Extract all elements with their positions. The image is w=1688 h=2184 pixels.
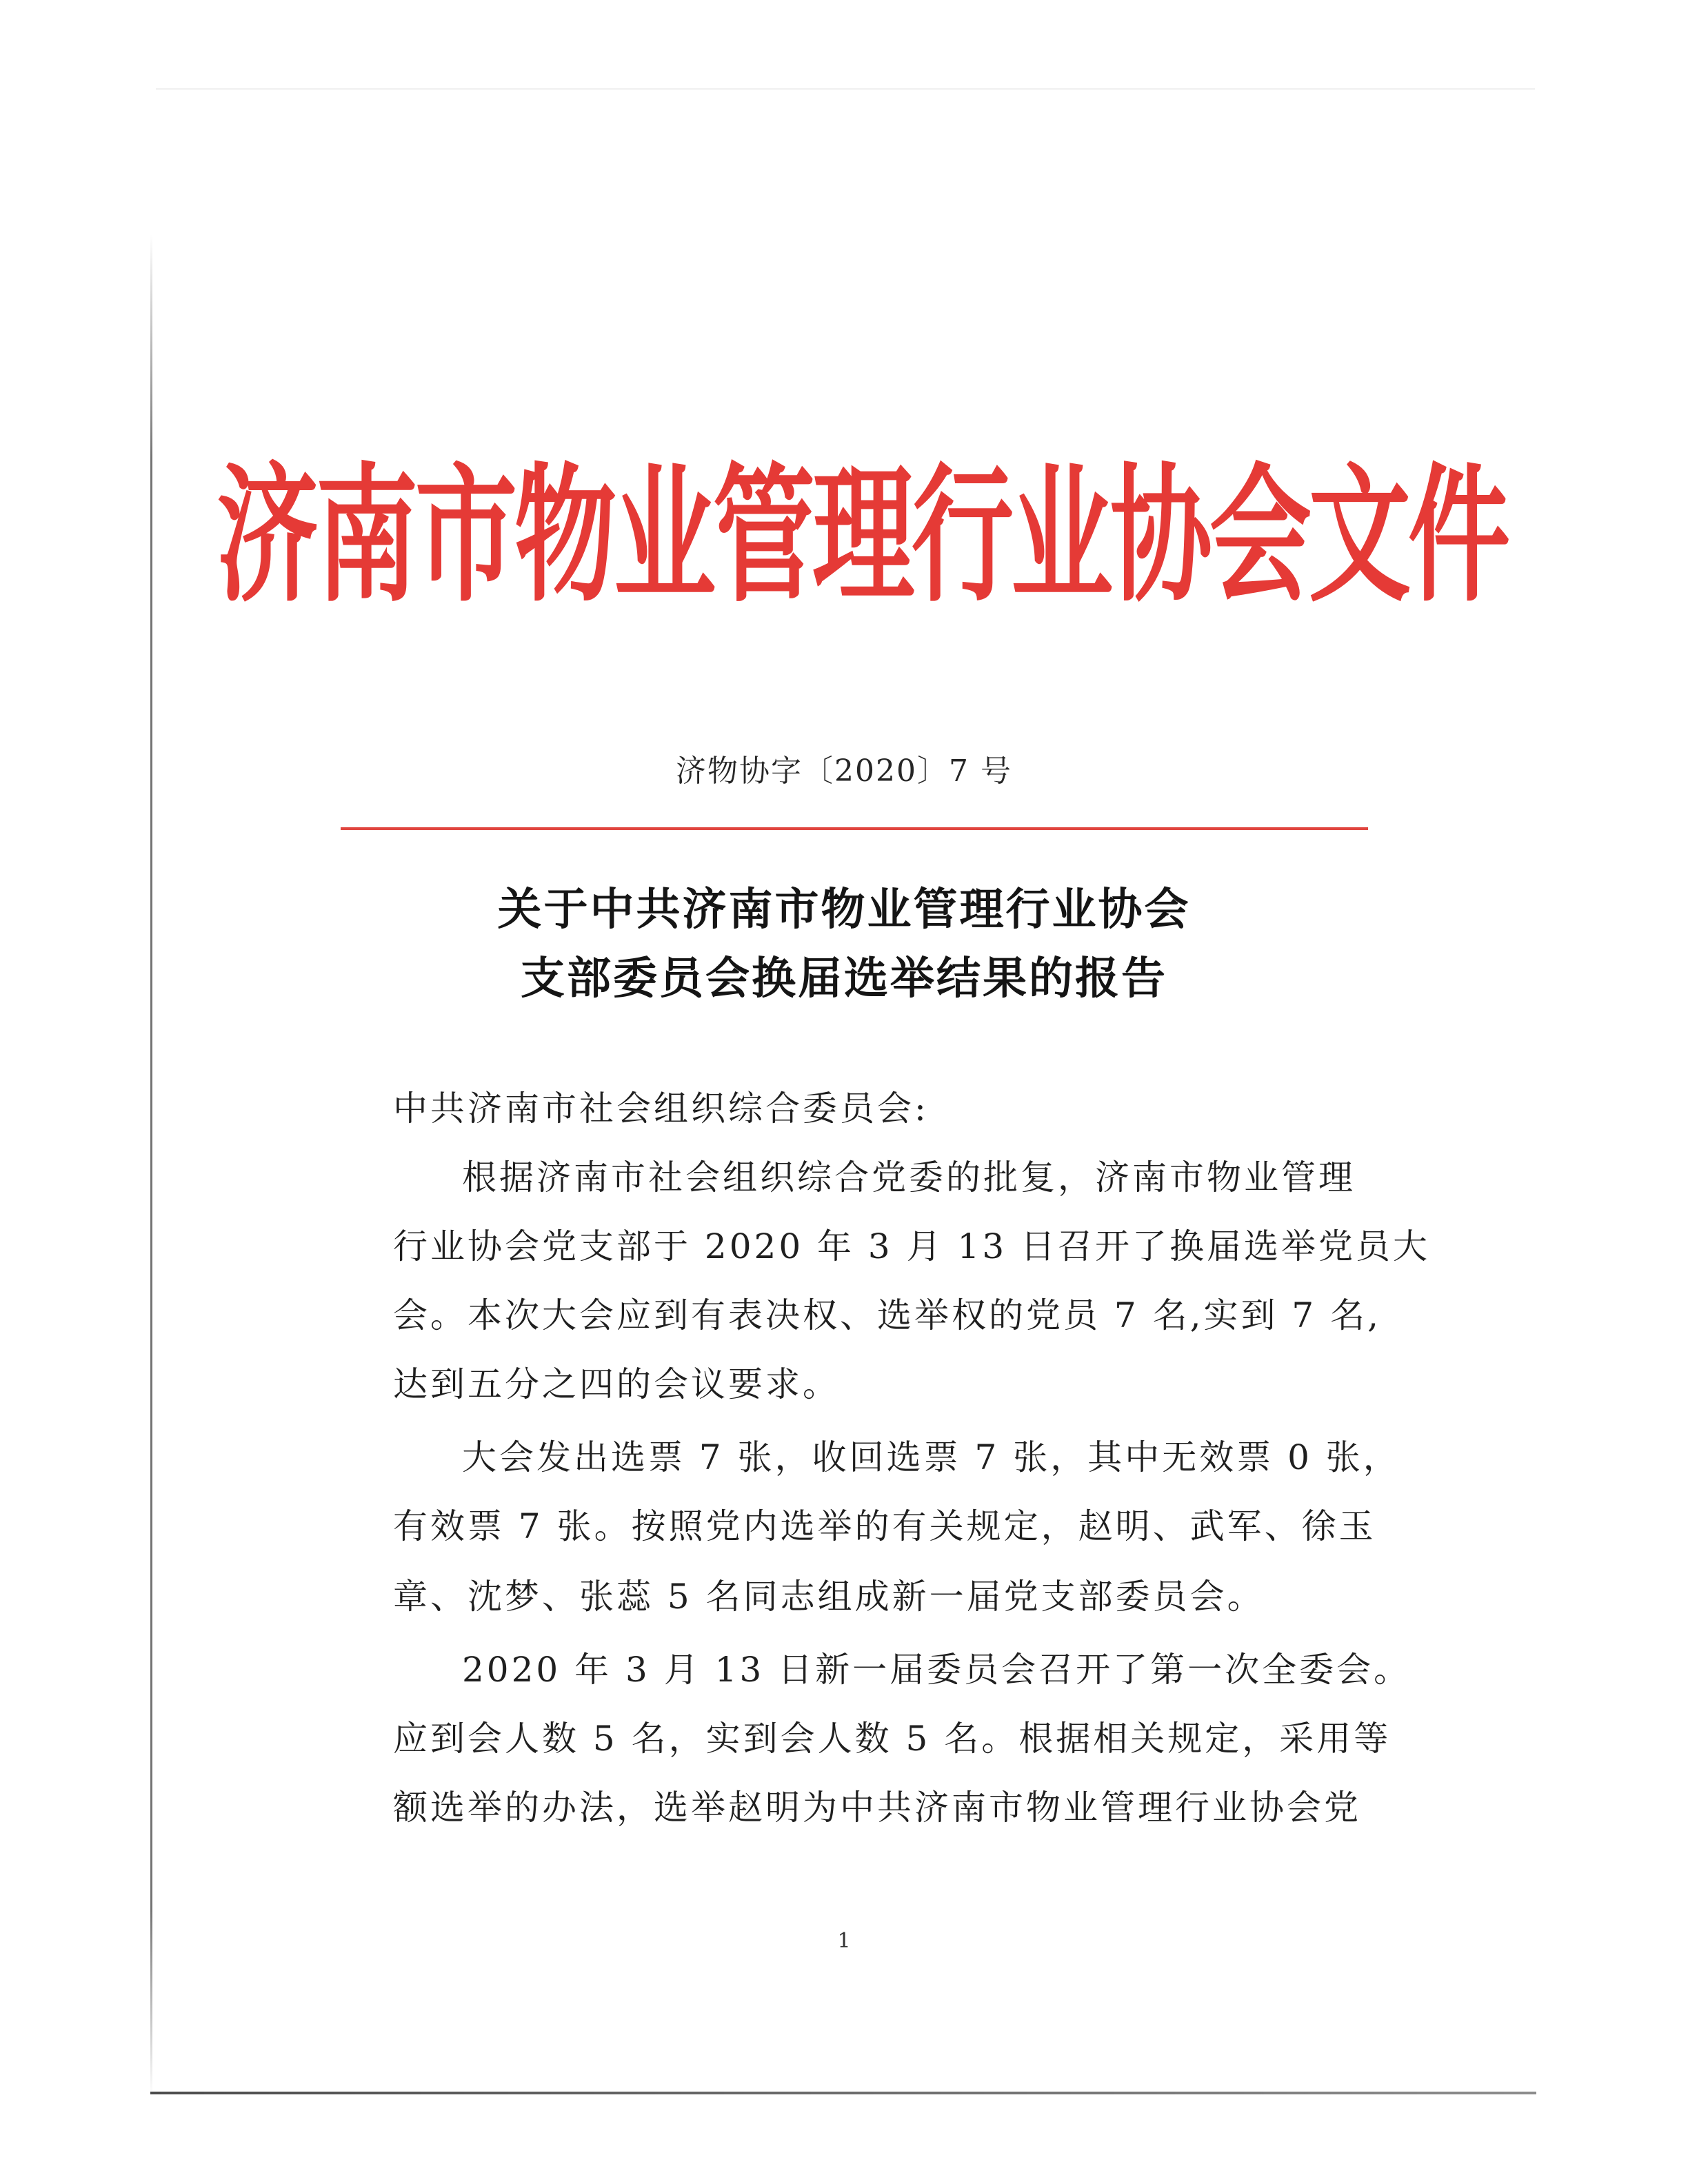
- body-line: 根据济南市社会组织综合党委的批复，济南市物业管理: [462, 1157, 1356, 1197]
- body-line: 应到会人数 5 名，实到会人数 5 名。根据相关规定，采用等: [393, 1719, 1391, 1759]
- page-number: 1: [837, 1929, 851, 1953]
- document-masthead: 济南市物业管理行业协会文件: [217, 449, 1507, 623]
- body-line: 有效票 7 张。按照党内选举的有关规定，赵明、武军、徐玉: [393, 1506, 1376, 1546]
- body-line: 会。本次大会应到有表决权、选举权的党员 7 名,实到 7 名,: [393, 1295, 1381, 1335]
- scan-edge-bottom: [150, 2092, 1536, 2094]
- salutation: 中共济南市社会组织综合委员会:: [393, 1089, 929, 1129]
- scan-edge-top: [156, 88, 1535, 90]
- body-line: 2020 年 3 月 13 日新一届委员会召开了第一次全委会。: [462, 1650, 1411, 1690]
- document-number: 济物协字〔2020〕7 号: [676, 754, 1012, 789]
- body-line: 额选举的办法，选举赵明为中共济南市物业管理行业协会党: [393, 1788, 1361, 1828]
- body-line: 大会发出选票 7 张，收回选票 7 张，其中无效票 0 张，: [462, 1437, 1400, 1477]
- body-line: 章、沈梦、张蕊 5 名同志组成新一届党支部委员会。: [393, 1577, 1265, 1617]
- scan-edge-left: [150, 234, 152, 2096]
- report-title-line-2: 支部委员会换届选举结果的报告: [521, 953, 1167, 1004]
- red-divider-rule: [341, 827, 1368, 830]
- report-title-line-1: 关于中共济南市物业管理行业协会: [497, 884, 1191, 936]
- body-line: 行业协会党支部于 2020 年 3 月 13 日召开了换届选举党员大: [393, 1226, 1431, 1266]
- body-line: 达到五分之四的会议要求。: [393, 1364, 840, 1404]
